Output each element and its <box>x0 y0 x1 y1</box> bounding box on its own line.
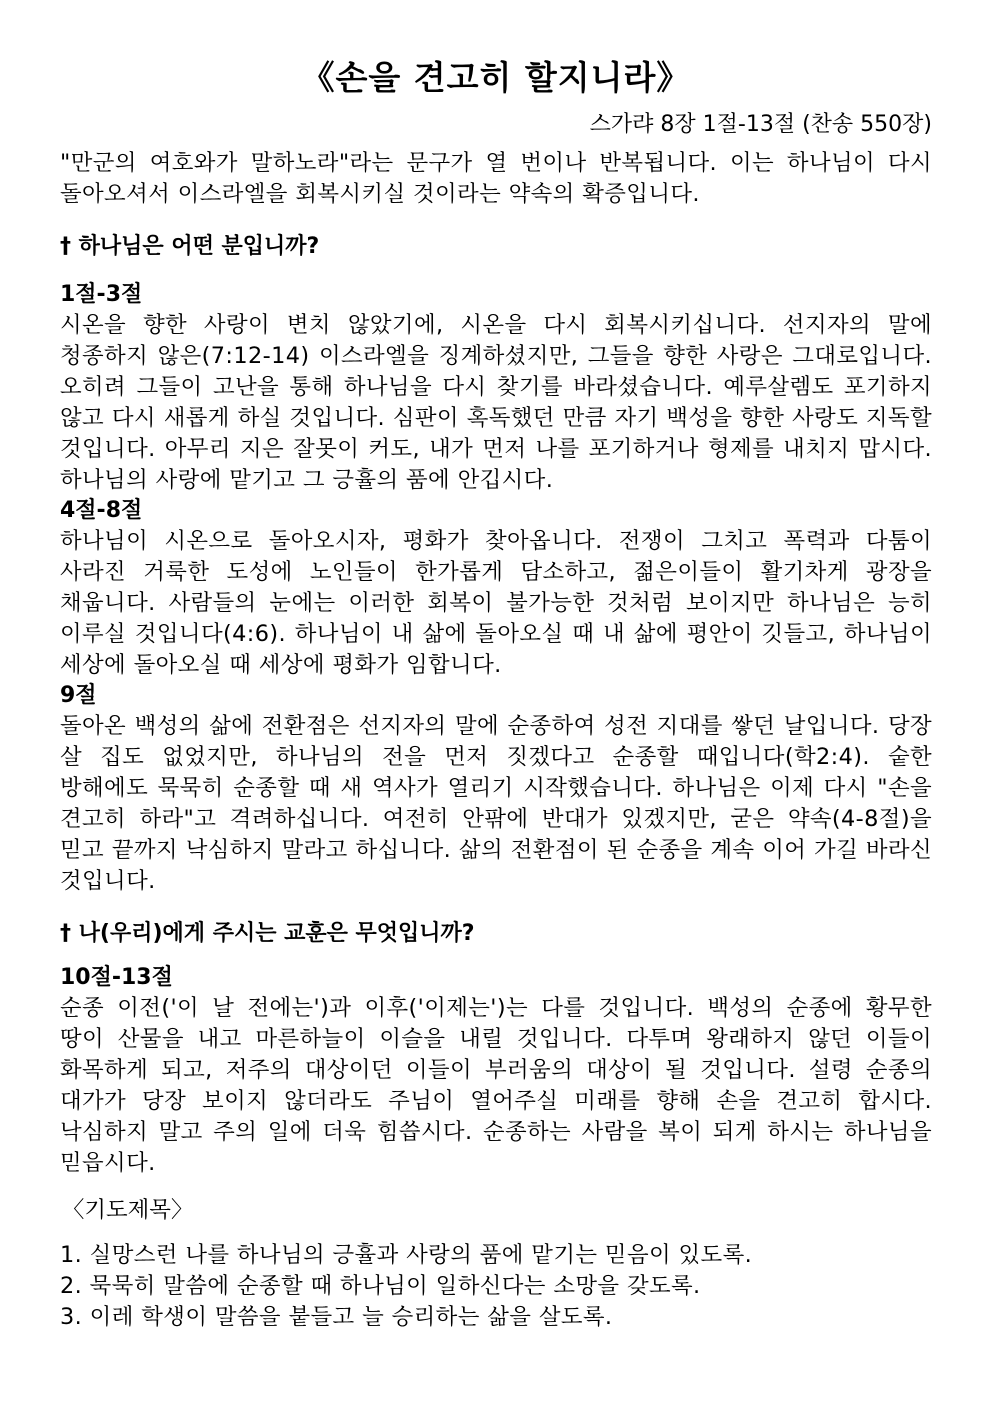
intro-paragraph: "만군의 여호와가 말하노라"라는 문구가 열 번이나 반복됩니다. 이는 하나님이 다시 돌아오셔서 이스라엘을 회복시키실 것이라는 약속의 확증입니다. <box>60 150 932 207</box>
section-body-4-8: 하나님이 시온으로 돌아오시자, 평화가 찾아옵니다. 전쟁이 그치고 폭력과 다툼이 사라진 거룩한 도성에 노인들이 한가롭게 담소하고, 젊은이들이 활기차게 광장을 채웁니다. 사람들의 눈에는 이러한 회복이 불가능한 것처럼 보이지만 하나님은 능히 이루실 것입니다(4:6). 하나님이 내 삶에 돌아오실 때 내 삶에 평안이 깃들고, 하나님이 세상에 돌아오실 때 세상에 평화가 임합니다. <box>60 528 932 678</box>
section-body-9: 돌아온 백성의 삶에 전환점은 선지자의 말에 순종하여 성전 지대를 쌓던 날입니다. 당장 살 집도 없었지만, 하나님의 전을 먼저 짓겠다고 순종할 때입니다(학2:4). 숱한 방해에도 묵묵히 순종할 때 새 역사가 열리기 시작했습니다. 하나님은 이제 다시 "손을 견고히 하라"고 격려하십니다. 여전히 안팎에 반대가 있겠지만, 굳은 약속(4-8절)을 믿고 끝까지 낙심하지 말라고 하십니다. 삶의 전환점이 된 순종을 계속 이어 가길 바라신 것입니다. <box>60 713 932 894</box>
section-heading-10-13: 10절-13절 <box>60 965 173 990</box>
document-page <box>60 0 932 1333</box>
prayer-title: 〈기도제목〉 <box>62 1197 194 1223</box>
prayer-item: 2. 묵묵히 말씀에 순종할 때 하나님이 일하신다는 소망을 갖도록. <box>60 1273 701 1299</box>
section-heading-1-3: 1절-3절 <box>60 282 143 307</box>
question-heading-1: † 하나님은 어떤 분입니까? <box>60 234 320 259</box>
section-heading-4-8: 4절-8절 <box>60 498 143 523</box>
section-body-1-3: 시온을 향한 사랑이 변치 않았기에, 시온을 다시 회복시키십니다. 선지자의 말에 청종하지 않은(7:12-14) 이스라엘을 징계하셨지만, 그들을 향한 사랑은 그대로입니다. 오히려 그들이 고난을 통해 하나님을 다시 찾기를 바라셨습니다. 예루살렘도 포기하지 않고 다시 새롭게 하실 것입니다. 심판이 혹독했던 만큼 자기 백성을 향한 사랑도 지독할 것입니다. 아무리 지은 잘못이 커도, 내가 먼저 나를 포기하거나 형제를 내치지 맙시다. 하나님의 사랑에 맡기고 그 긍휼의 품에 안깁시다. <box>60 312 932 493</box>
scripture-reference: 스가랴 8장 1절-13절 (찬송 550장) <box>589 112 932 137</box>
section-body-10-13: 순종 이전('이 날 전에는')과 이후('이제는')는 다를 것입니다. 백성의 순종에 황무한 땅이 산물을 내고 마른하늘이 이슬을 내릴 것입니다. 다투며 왕래하지 않던 이들이 화목하게 되고, 저주의 대상이던 이들이 부러움의 대상이 될 것입니다. 설령 순종의 대가가 당장 보이지 않더라도 주님이 열어주실 미래를 향해 손을 견고히 합시다. 낙심하지 말고 주의 일에 더욱 힘씁시다. 순종하는 사람을 복이 되게 하시는 하나님을 믿읍시다. <box>60 995 932 1176</box>
section-heading-9: 9절 <box>60 683 97 708</box>
question-heading-2: † 나(우리)에게 주시는 교훈은 무엇입니까? <box>60 921 475 946</box>
document-title: 《손을 견고히 할지니라》 <box>301 58 691 97</box>
prayer-item: 1. 실망스런 나를 하나님의 긍휼과 사랑의 품에 맡기는 믿음이 있도록. <box>60 1242 753 1268</box>
prayer-item: 3. 이레 학생이 말씀을 붙들고 늘 승리하는 삶을 살도록. <box>60 1304 613 1330</box>
prayer-list <box>60 1240 932 1333</box>
